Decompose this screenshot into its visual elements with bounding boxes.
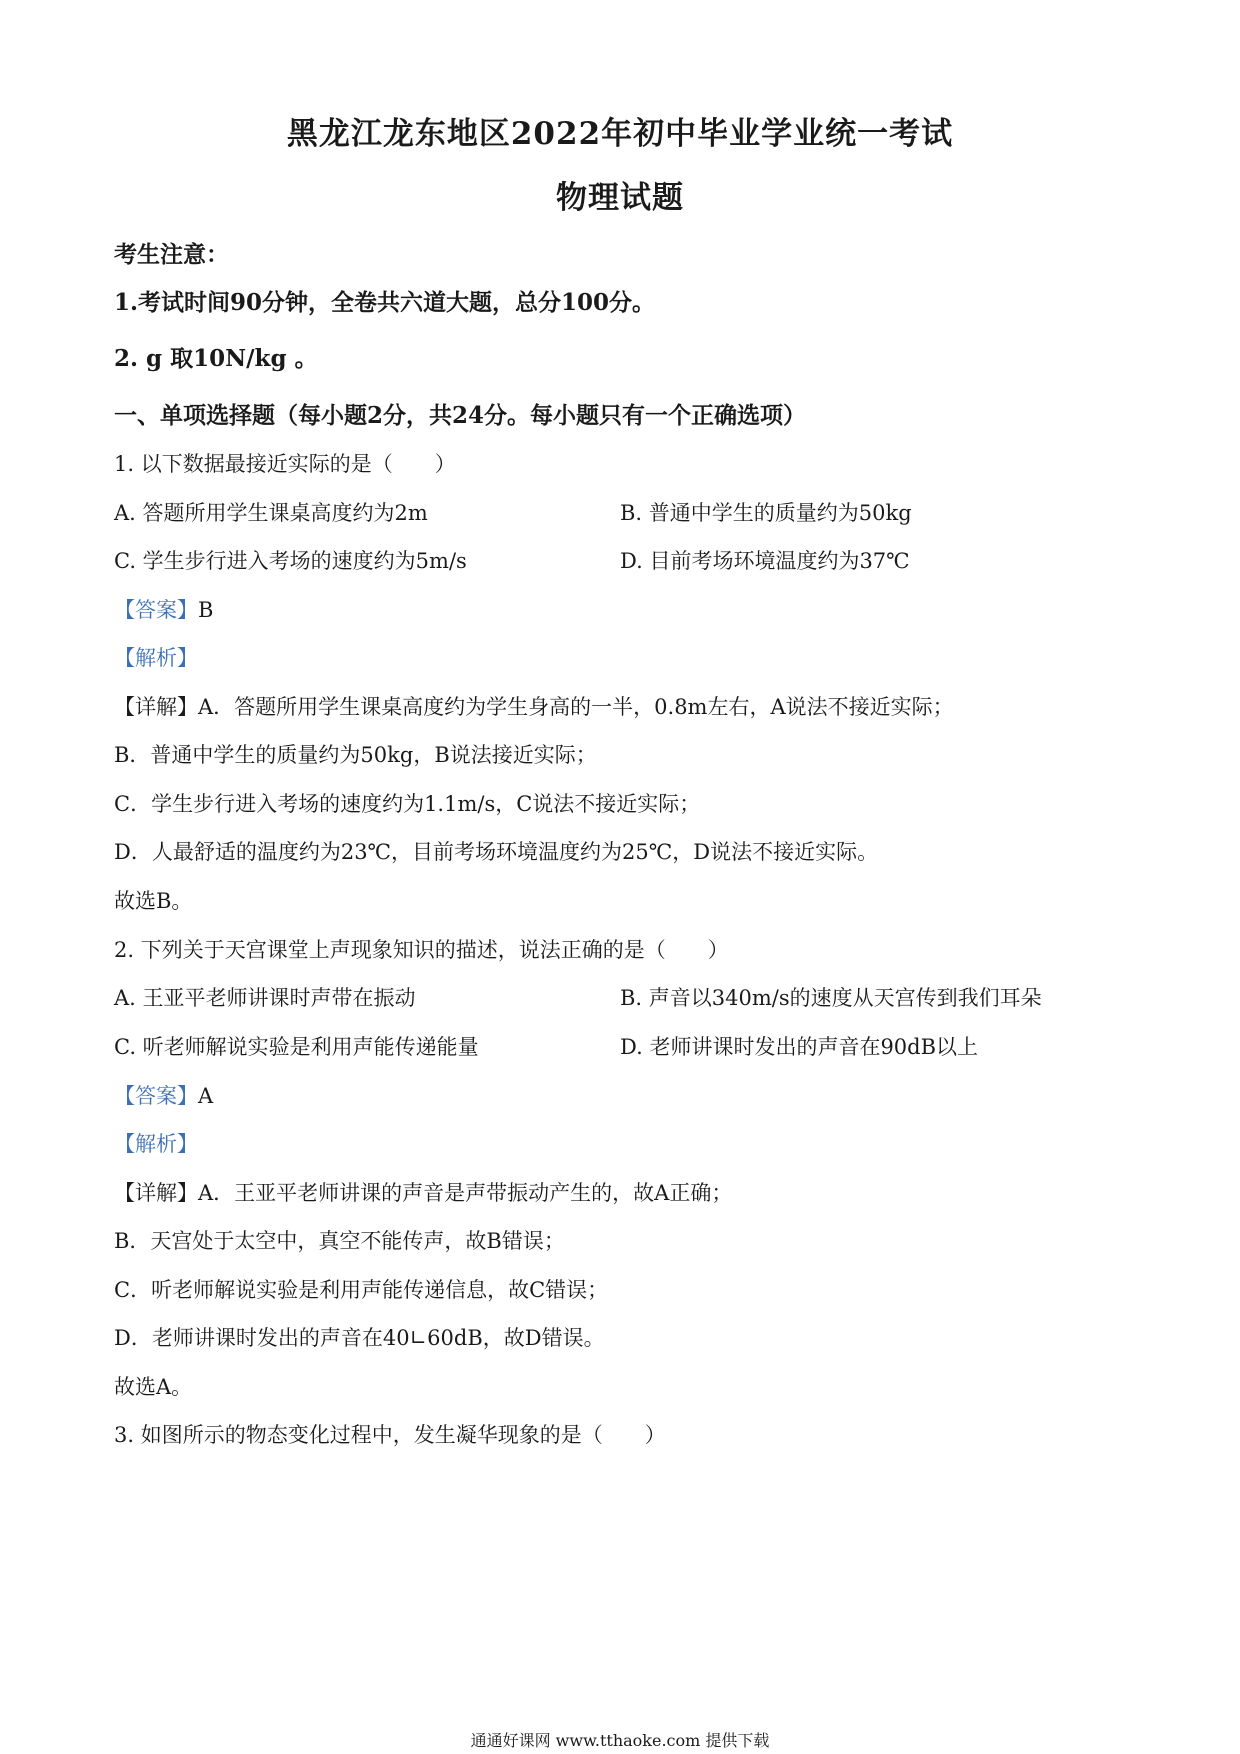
q2-answer-value: A (198, 1084, 214, 1108)
q1-analysis-tag: 【解析】 (114, 646, 198, 670)
q2-option-b: B. 声音以340m/s的速度从天宫传到我们耳朵 (620, 986, 1042, 1010)
page-title: 黑龙江龙东地区2022年初中毕业学业统一考试 (286, 116, 954, 152)
notice-item-2: 2. g 取10N/kg 。 (114, 345, 318, 372)
q3-stem: 3. 如图所示的物态变化过程中，发生凝华现象的是（ ） (114, 1423, 666, 1447)
q2-detail-3: C．听老师解说实验是利用声能传递信息，故C错误； (114, 1278, 609, 1302)
q2-answer (114, 1080, 213, 1110)
q1-detail-1 (114, 691, 954, 721)
q1-option-c: C. 学生步行进入考场的速度约为5m/s (114, 549, 467, 573)
q2-analysis-tag: 【解析】 (114, 1132, 198, 1156)
q1-detail-tag: 【详解】 (114, 695, 198, 719)
q1-answer (114, 594, 213, 624)
q2-detail-2: B．天宫处于太空中，真空不能传声，故B错误； (114, 1229, 565, 1253)
q1-option-b: B. 普通中学生的质量约为50kg (620, 501, 912, 525)
q1-conclusion: 故选B。 (114, 889, 193, 913)
q1-answer-value: B (198, 598, 214, 622)
q2-option-a: A. 王亚平老师讲课时声带在振动 (114, 986, 416, 1010)
section-heading: 一、单项选择题（每小题2分，共24分。每小题只有一个正确选项） (114, 402, 807, 429)
q2-conclusion: 故选A。 (114, 1375, 193, 1399)
q2-option-d: D. 老师讲课时发出的声音在90dB以上 (620, 1035, 979, 1059)
q1-detail-1-text: A．答题所用学生课桌高度约为学生身高的一半，0.8m左右，A说法不接近实际； (198, 695, 954, 719)
q1-detail-3: C．学生步行进入考场的速度约为1.1m/s，C说法不接近实际； (114, 792, 701, 816)
notice-item-1: 1.考试时间90分钟，全卷共六道大题，总分100分。 (114, 289, 656, 316)
q2-answer-tag: 【答案】 (114, 1084, 198, 1108)
notice-heading: 考生注意： (114, 241, 229, 268)
q1-stem: 1. 以下数据最接近实际的是（ ） (114, 452, 456, 476)
q2-detail-tag: 【详解】 (114, 1181, 198, 1205)
q1-option-d: D. 目前考场环境温度约为37℃ (620, 549, 910, 573)
q1-detail-4: D．人最舒适的温度约为23℃，目前考场环境温度约为25℃，D说法不接近实际。 (114, 840, 879, 864)
q2-detail-1-text: A．王亚平老师讲课的声音是声带振动产生的，故A正确； (198, 1181, 733, 1205)
q2-option-c: C. 听老师解说实验是利用声能传递能量 (114, 1035, 479, 1059)
q1-detail-2: B．普通中学生的质量约为50kg，B说法接近实际； (114, 743, 597, 767)
q2-stem: 2. 下列关于天宫课堂上声现象知识的描述，说法正确的是（ ） (114, 938, 729, 962)
q2-detail-4: D．老师讲课时发出的声音在40∟60dB，故D错误。 (114, 1326, 605, 1350)
q1-option-a: A. 答题所用学生课桌高度约为2m (114, 501, 428, 525)
page-footer: 通通好课网 www.tthaoke.com 提供下载 (470, 1731, 770, 1750)
q2-detail-1 (114, 1177, 732, 1207)
page-subtitle: 物理试题 (556, 180, 684, 216)
q1-answer-tag: 【答案】 (114, 598, 198, 622)
